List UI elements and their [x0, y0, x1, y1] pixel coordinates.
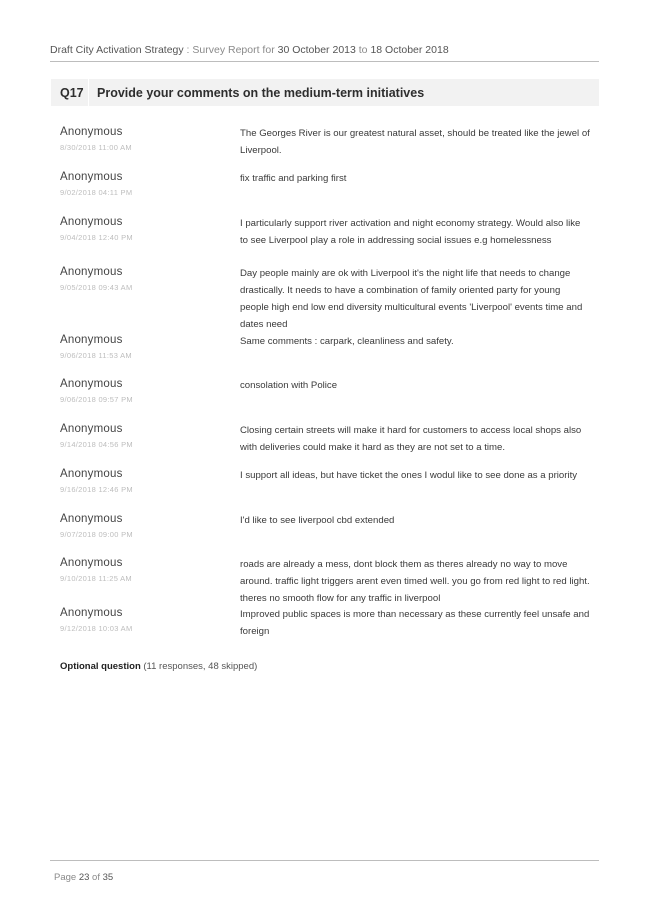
question-text: Provide your comments on the medium-term initiatives	[97, 85, 425, 100]
response-author: Anonymous	[60, 378, 123, 390]
optional-summary: (11 responses, 48 skipped)	[140, 661, 258, 672]
response-author: Anonymous	[60, 468, 123, 480]
response-author: Anonymous	[60, 266, 123, 278]
footer-total-pages: 35	[102, 872, 114, 883]
response-comment: roads are already a mess, dont block them as theres already no way to move around. traffic light triggers arent even timed well. you go from red light to red light. theres no smooth flow for any traffic in liverpool	[240, 559, 590, 604]
header-start-date: 30 October 2013	[277, 44, 356, 56]
response-comment: consolation with Police	[240, 380, 338, 391]
response-author: Anonymous	[60, 216, 123, 228]
response-date: 9/04/2018 12:40 PM	[60, 233, 133, 242]
header-report-prefix: Survey Report for	[192, 44, 278, 56]
response-comment: I support all ideas, but have ticket the ones I wodul like to see done as a priority	[240, 470, 578, 481]
response-comment: Same comments : carpark, cleanliness and safety.	[240, 336, 454, 347]
optional-label: Optional question	[60, 661, 141, 672]
response-author: Anonymous	[60, 126, 123, 138]
footer-page-word: Page	[54, 872, 79, 883]
response-comment: I'd like to see liverpool cbd extended	[240, 515, 395, 526]
response-author: Anonymous	[60, 334, 123, 346]
response-date: 9/12/2018 10:03 AM	[60, 624, 133, 633]
response-date: 9/07/2018 09:00 PM	[60, 530, 133, 539]
response-date: 9/05/2018 09:43 AM	[60, 283, 133, 292]
response-date: 9/06/2018 11:53 AM	[60, 351, 132, 360]
optional-question-note	[60, 661, 257, 672]
response-author: Anonymous	[60, 607, 123, 619]
report-header	[50, 44, 449, 56]
footer-page-number: 23	[78, 872, 90, 883]
response-date: 9/14/2018 04:56 PM	[60, 440, 133, 449]
response-author: Anonymous	[60, 513, 123, 525]
response-author: Anonymous	[60, 423, 123, 435]
footer-of-word: of	[89, 872, 103, 883]
response-comment: fix traffic and parking first	[240, 173, 347, 184]
response-comment: The Georges River is our greatest natural asset, should be treated like the jewel of Liverpool.	[240, 128, 590, 156]
question-bar	[51, 79, 599, 106]
header-title: Draft City Activation Strategy	[50, 44, 184, 56]
response-date: 9/02/2018 04:11 PM	[60, 188, 133, 197]
header-divider	[50, 61, 599, 62]
page-footer	[54, 872, 113, 883]
header-to-word: to	[355, 44, 371, 56]
response-date: 9/10/2018 11:25 AM	[60, 574, 132, 583]
response-date: 9/06/2018 09:57 PM	[60, 395, 133, 404]
header-separator: :	[183, 44, 193, 56]
footer-divider	[50, 860, 599, 861]
response-date: 9/16/2018 12:46 PM	[60, 485, 133, 494]
header-end-date: 18 October 2018	[370, 44, 449, 56]
question-number: Q17	[60, 85, 84, 100]
response-comment: Improved public spaces is more than necessary as these currently feel unsafe and foreign	[240, 609, 590, 637]
response-comment: I particularly support river activation and night economy strategy. Would also like to see Liverpool play a role in addressing social issues e.g homelessness	[240, 218, 581, 246]
response-comment: Day people mainly are ok with Liverpool it's the night life that needs to change drastically. It needs to have a combination of family oriented party for young people high end low end diversity multicultural events 'Liverpool' events time and dates need	[240, 268, 583, 330]
response-date: 8/30/2018 11:00 AM	[60, 143, 132, 152]
response-author: Anonymous	[60, 557, 123, 569]
response-author: Anonymous	[60, 171, 123, 183]
response-comment: Closing certain streets will make it hard for customers to access local shops also with deliveries could make it hard as they are not set to a time.	[240, 425, 582, 453]
